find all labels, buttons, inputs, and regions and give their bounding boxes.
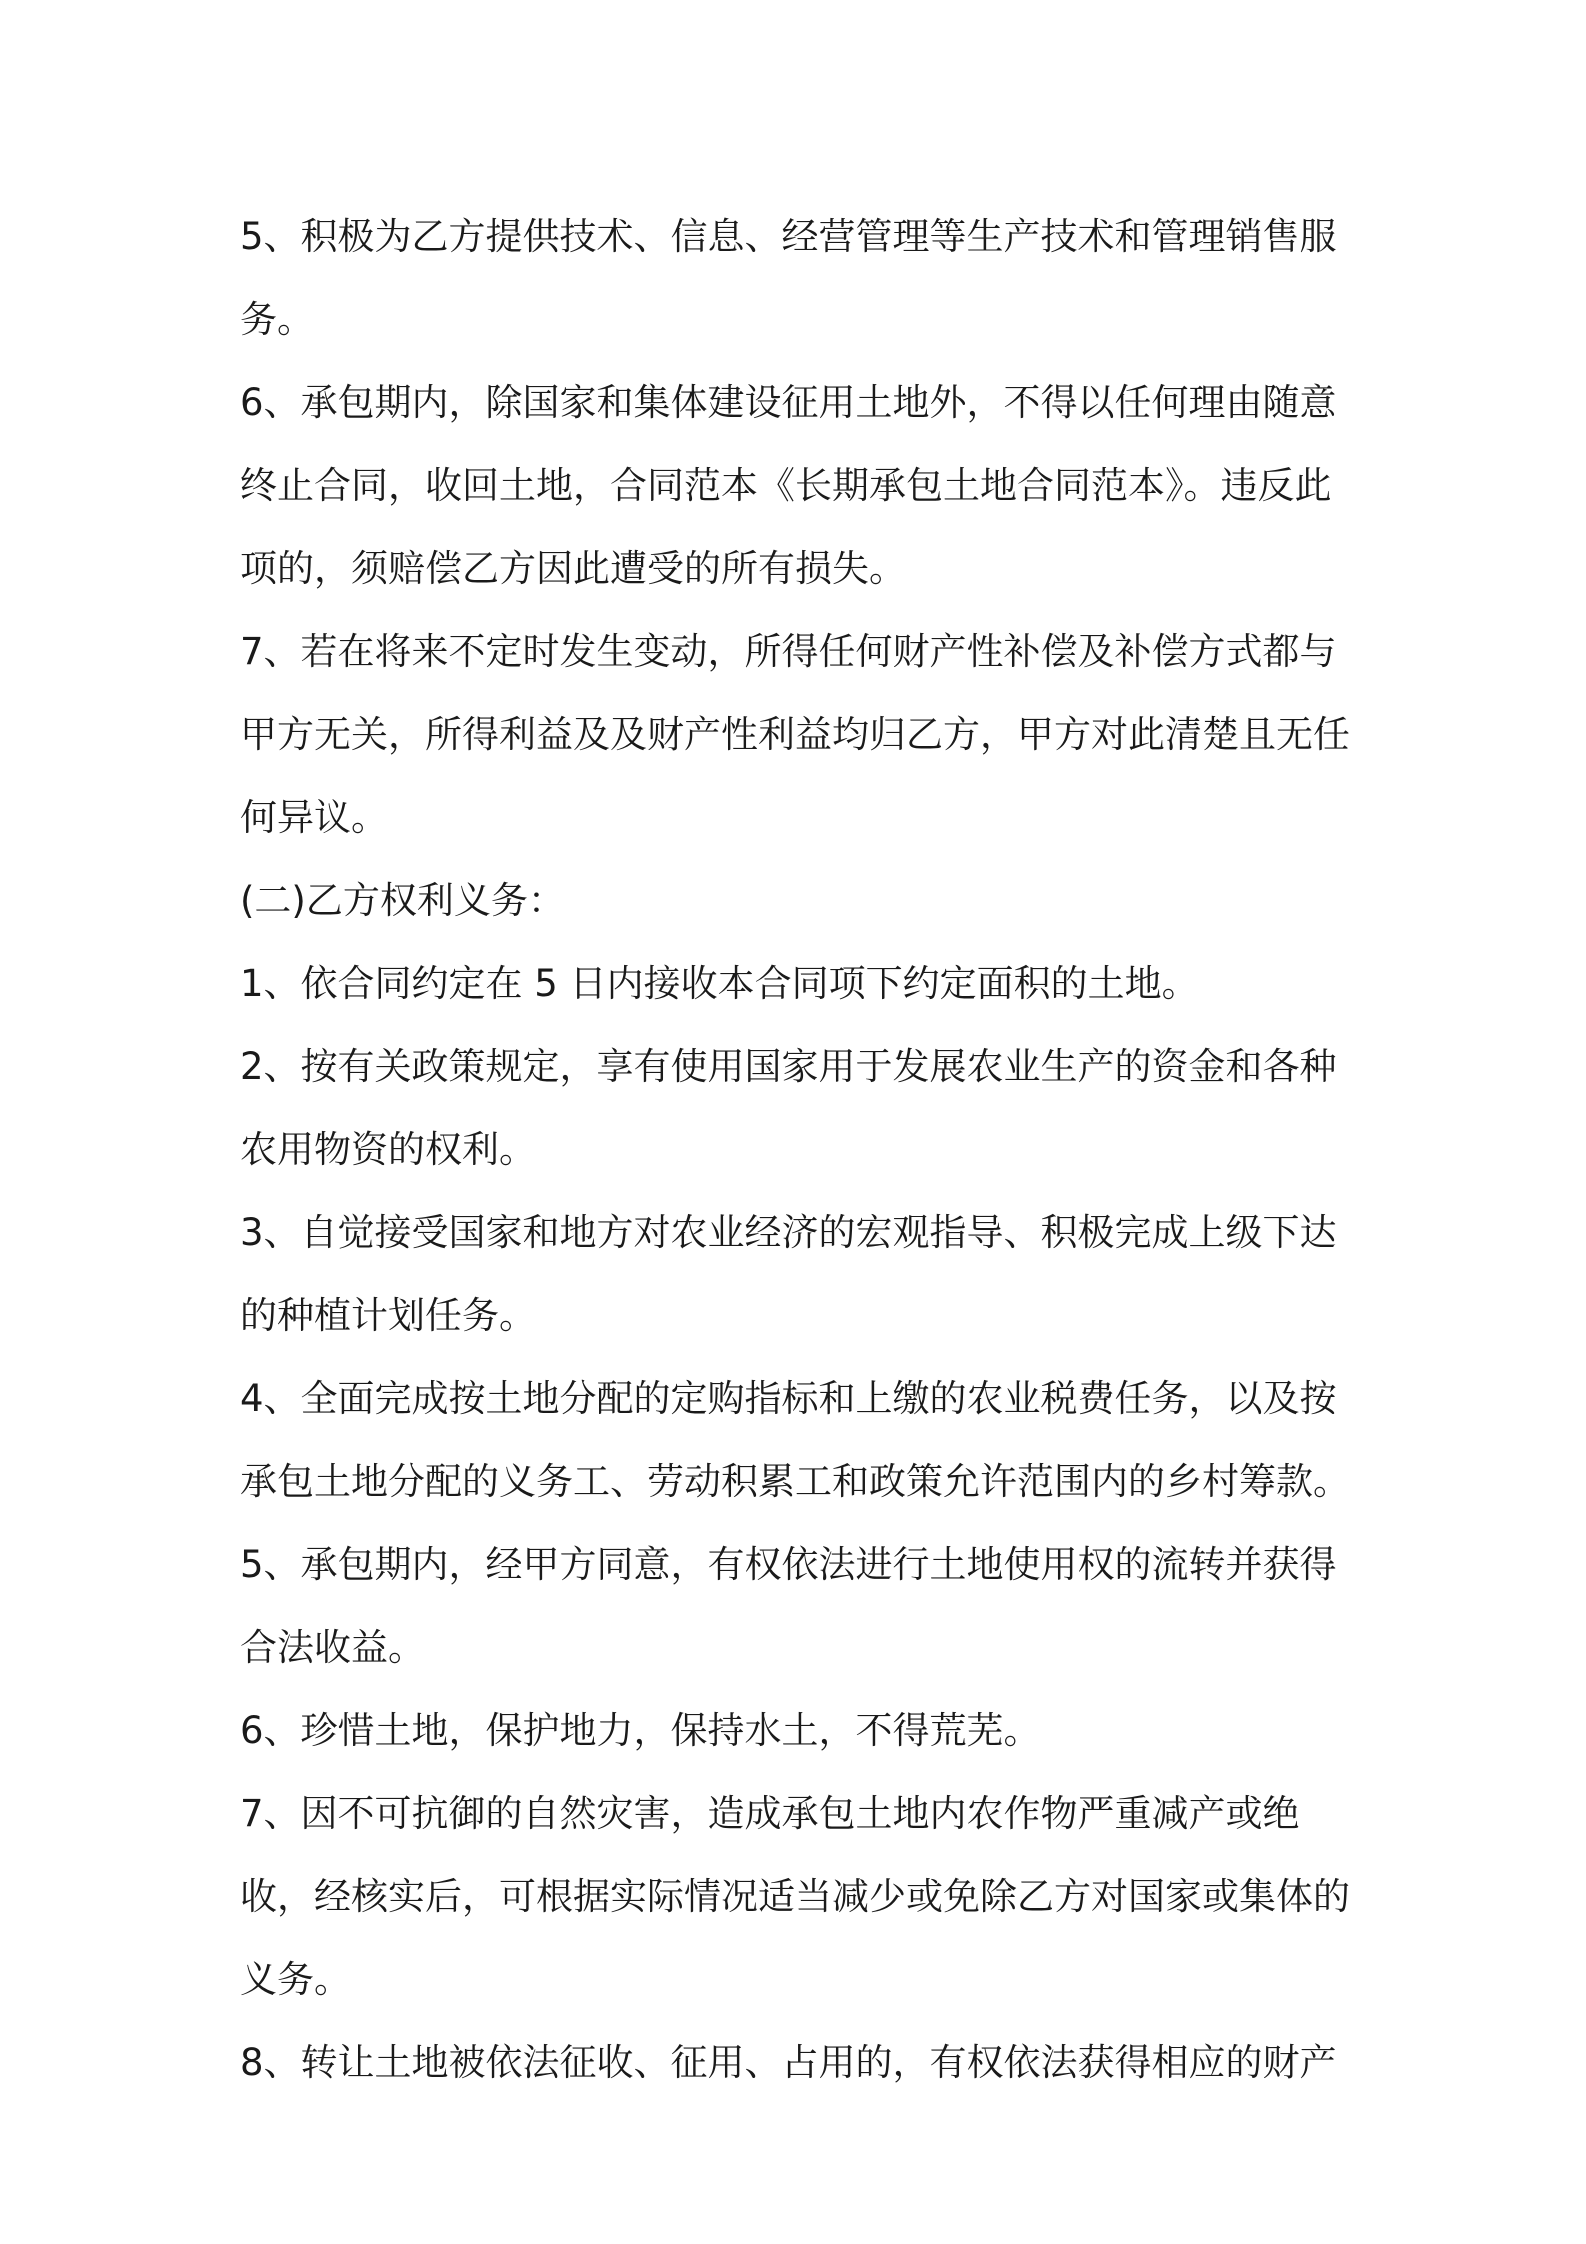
paragraph-party-b-right-6: 6、珍惜土地，保护地力，保持水土，不得荒芜。 (240, 1709, 1041, 1752)
document-body (240, 195, 1355, 2104)
paragraph-party-a-duty-6: 6、承包期内，除国家和集体建设征用土地外，不得以任何理由随意终止合同，收回土地，合同范本《长期承包土地合同范本》。违反此项的，须赔偿乙方因此遭受的所有损失。 (240, 381, 1337, 590)
paragraph-party-b-right-2: 2、按有关政策规定，享有使用国家用于发展农业生产的资金和各种农用物资的权利。 (240, 1045, 1337, 1171)
paragraph-party-b-right-8: 8、转让土地被依法征收、征用、占用的，有权依法获得相应的财产 (240, 2041, 1337, 2084)
paragraph-party-b-right-1: 1、依合同约定在 5 日内接收本合同项下约定面积的土地。 (240, 962, 1199, 1005)
section-heading-party-b: (二)乙方权利义务： (240, 879, 565, 922)
paragraph-party-b-right-3: 3、自觉接受国家和地方对农业经济的宏观指导、积极完成上级下达的种植计划任务。 (240, 1211, 1337, 1337)
paragraph-party-a-duty-5: 5、积极为乙方提供技术、信息、经营管理等生产技术和管理销售服务。 (240, 215, 1337, 341)
paragraph-party-b-right-7: 7、因不可抗御的自然灾害，造成承包土地内农作物严重减产或绝收，经核实后，可根据实际情况适当减少或免除乙方对国家或集体的义务。 (240, 1792, 1350, 2001)
paragraph-party-b-right-4: 4、全面完成按土地分配的定购指标和上缴的农业税费任务，以及按承包土地分配的义务工、劳动积累工和政策允许范围内的乡村筹款。 (240, 1377, 1350, 1503)
paragraph-party-b-right-5: 5、承包期内，经甲方同意，有权依法进行土地使用权的流转并获得合法收益。 (240, 1543, 1337, 1669)
paragraph-party-a-duty-7: 7、若在将来不定时发生变动，所得任何财产性补偿及补偿方式都与甲方无关，所得利益及及财产性利益均归乙方，甲方对此清楚且无任何异议。 (240, 630, 1350, 839)
